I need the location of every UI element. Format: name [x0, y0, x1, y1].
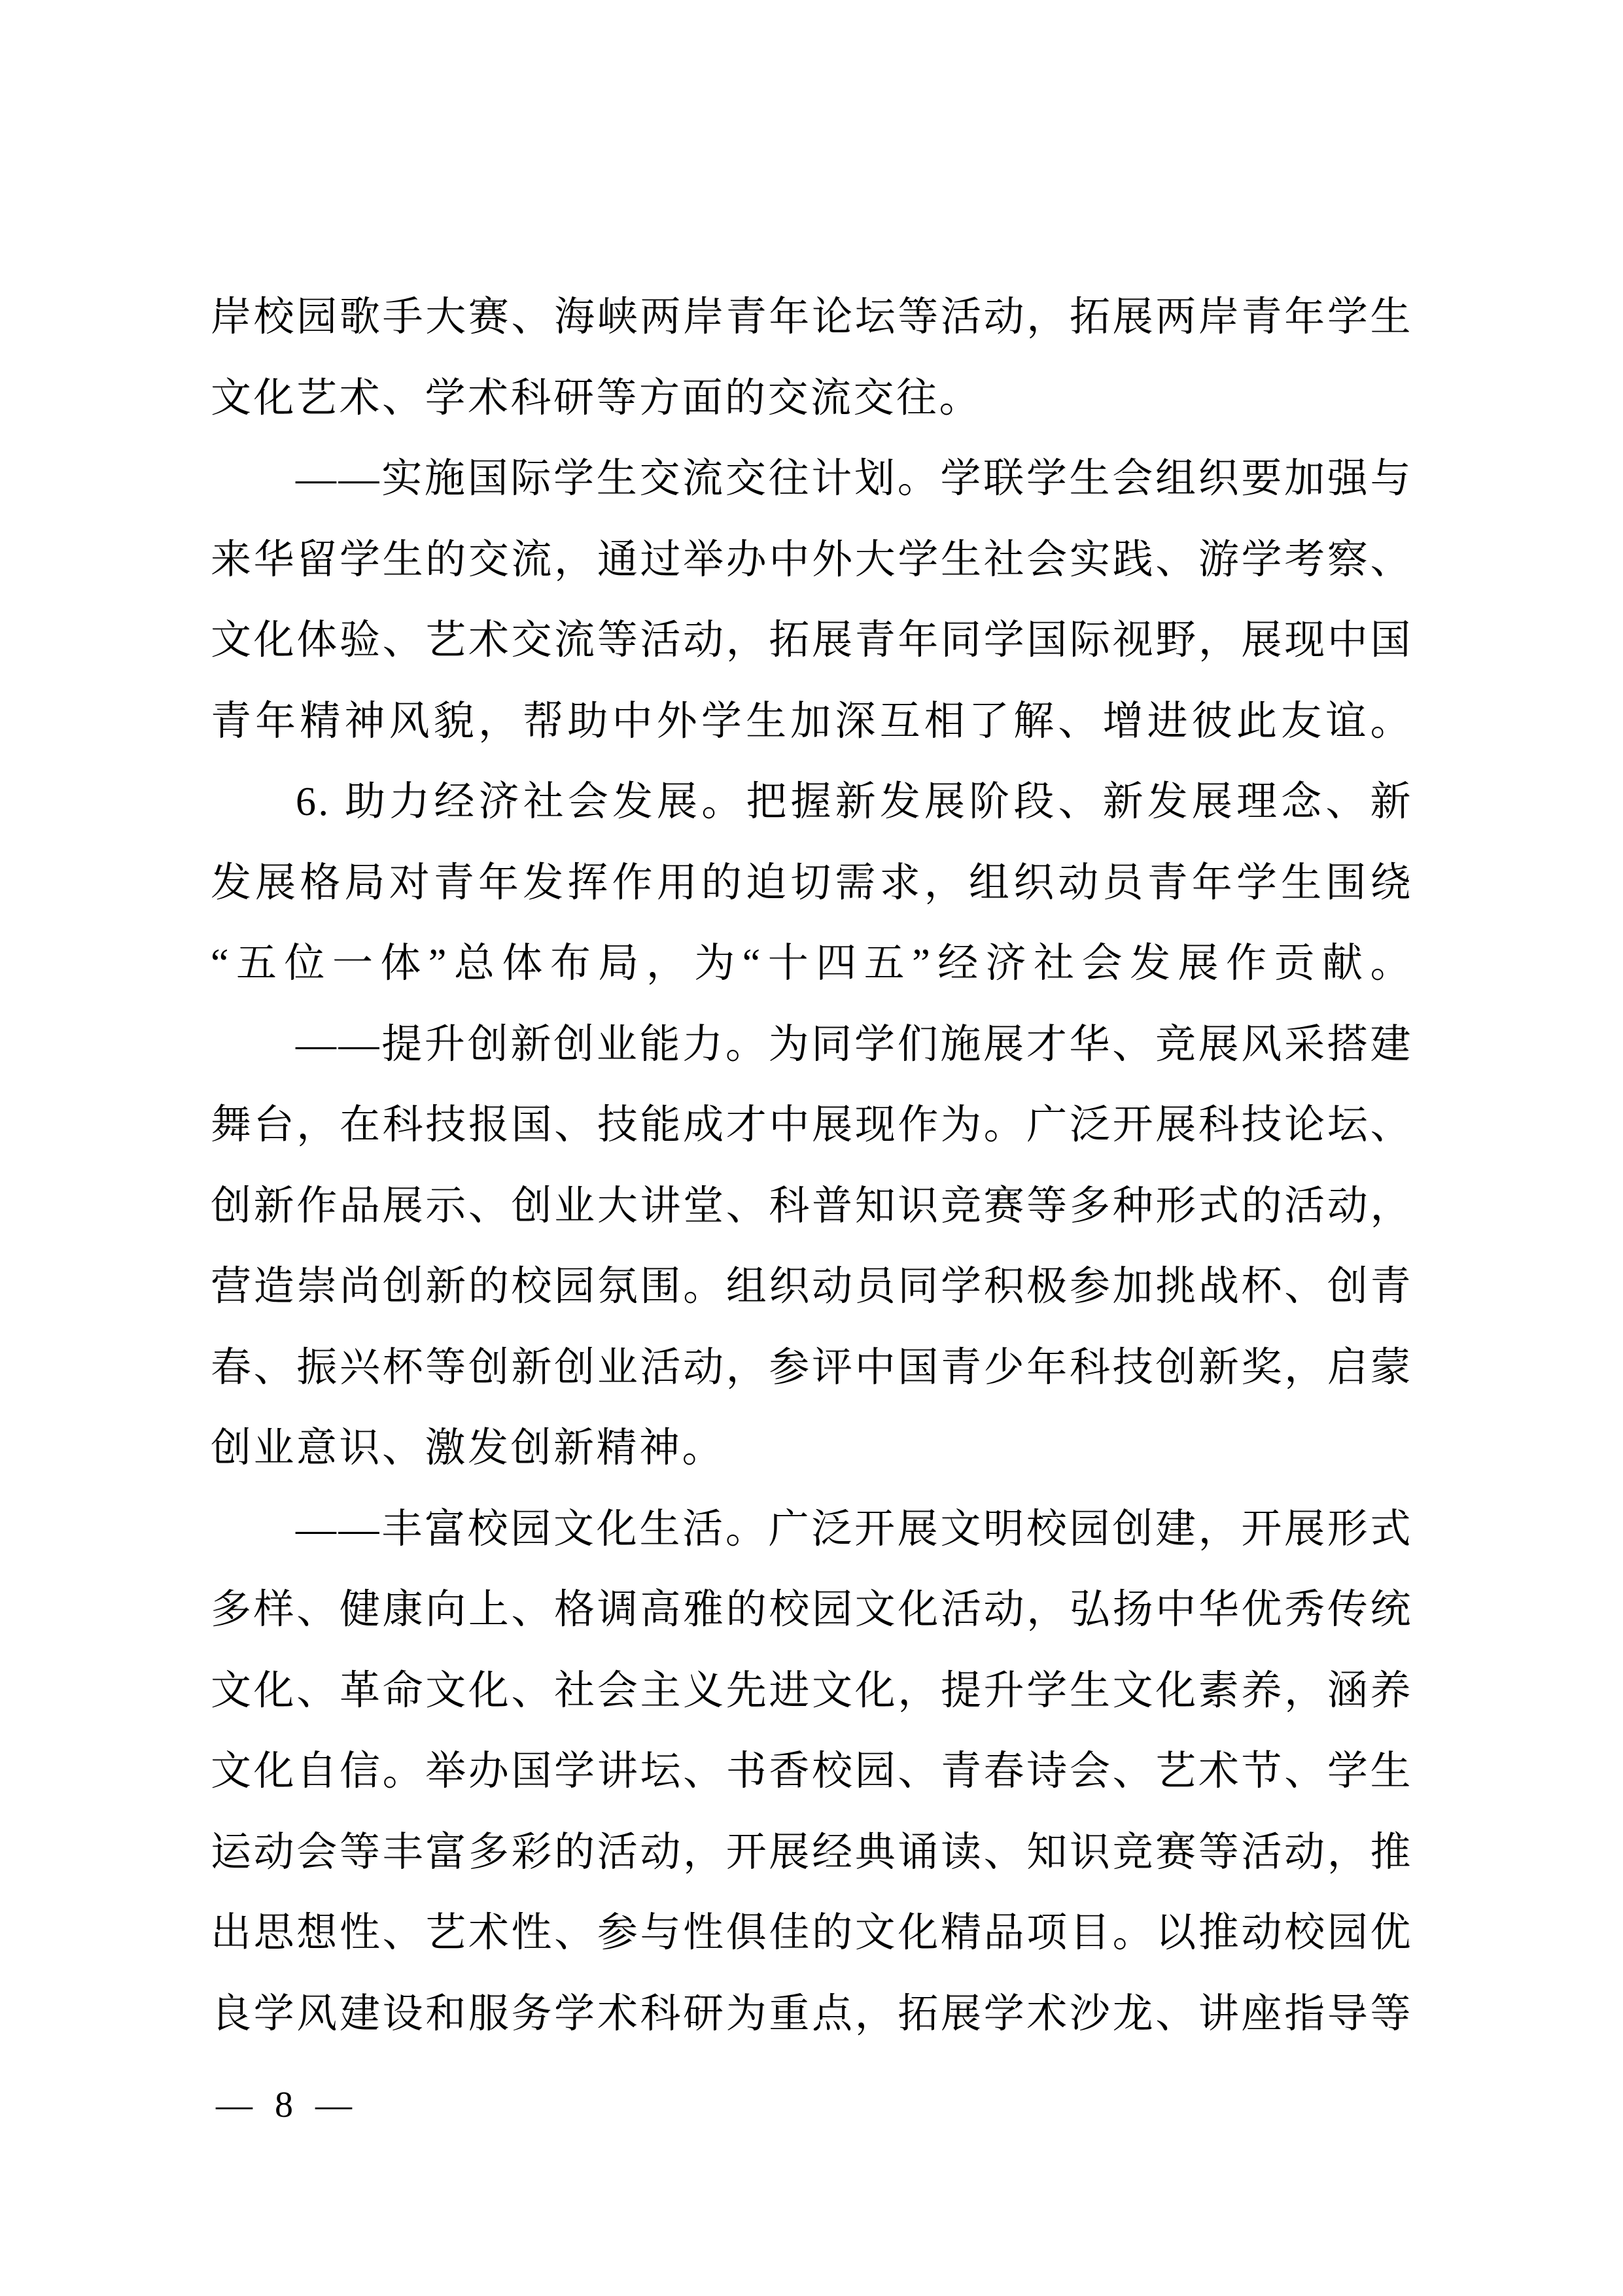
text-line: 营造崇尚创新的校园氛围。组织动员同学积极参加挑战杯、创青: [211, 1264, 1413, 1309]
text-line: ——提升创新创业能力。为同学们施展才华、竞展风采搭建: [296, 1022, 1413, 1067]
text-line: 文化自信。举办国学讲坛、书香校园、青春诗会、艺术节、学生: [211, 1749, 1413, 1794]
text-line: 岸校园歌手大赛、海峡两岸青年论坛等活动，拓展两岸青年学生: [211, 295, 1413, 339]
text-line: 春、振兴杯等创新创业活动，参评中国青少年科技创新奖，启蒙: [211, 1345, 1413, 1390]
text-line: 创业意识、激发创新精神。: [211, 1426, 725, 1470]
text-line: 来华留学生的交流，通过举办中外大学生社会实践、游学考察、: [211, 537, 1413, 582]
page-number: — 8 —: [216, 2085, 358, 2125]
text-line: 文化、革命文化、社会主义先进文化，提升学生文化素养，涵养: [211, 1668, 1413, 1713]
text-line: 出思想性、艺术性、参与性俱佳的文化精品项目。以推动校园优: [211, 1911, 1413, 1955]
text-line: “五位一体”总体布局，为“十四五”经济社会发展作贡献。: [211, 941, 1413, 986]
text-line: ——丰富校园文化生活。广泛开展文明校园创建，开展形式: [296, 1506, 1413, 1552]
text-line: 文化艺术、学术科研等方面的交流交往。: [211, 375, 983, 421]
text-line: 文化体验、艺术交流等活动，拓展青年同学国际视野，展现中国: [211, 618, 1413, 663]
text-line: 发展格局对青年发挥作用的迫切需求，组织动员青年学生围绕: [211, 860, 1413, 905]
text-line: 多样、健康向上、格调高雅的校园文化活动，弘扬中华优秀传统: [211, 1588, 1413, 1632]
body-text: [211, 277, 1413, 2055]
text-line: ——实施国际学生交流交往计划。学联学生会组织要加强与: [296, 457, 1413, 501]
text-line: 良学风建设和服务学术科研为重点，拓展学术沙龙、讲座指导等: [211, 1991, 1413, 2036]
text-line: 创新作品展示、创业大讲堂、科普知识竞赛等多种形式的活动，: [211, 1183, 1413, 1228]
text-line: 6. 助力经济社会发展。把握新发展阶段、新发展理念、新: [296, 780, 1413, 824]
text-line: 舞台，在科技报国、技能成才中展现作为。广泛开展科技论坛、: [211, 1103, 1413, 1147]
text-line: 青年精神风貌，帮助中外学生加深互相了解、增进彼此友谊。: [211, 699, 1413, 744]
text-line: 运动会等丰富多彩的活动，开展经典诵读、知识竞赛等活动，推: [211, 1830, 1413, 1875]
